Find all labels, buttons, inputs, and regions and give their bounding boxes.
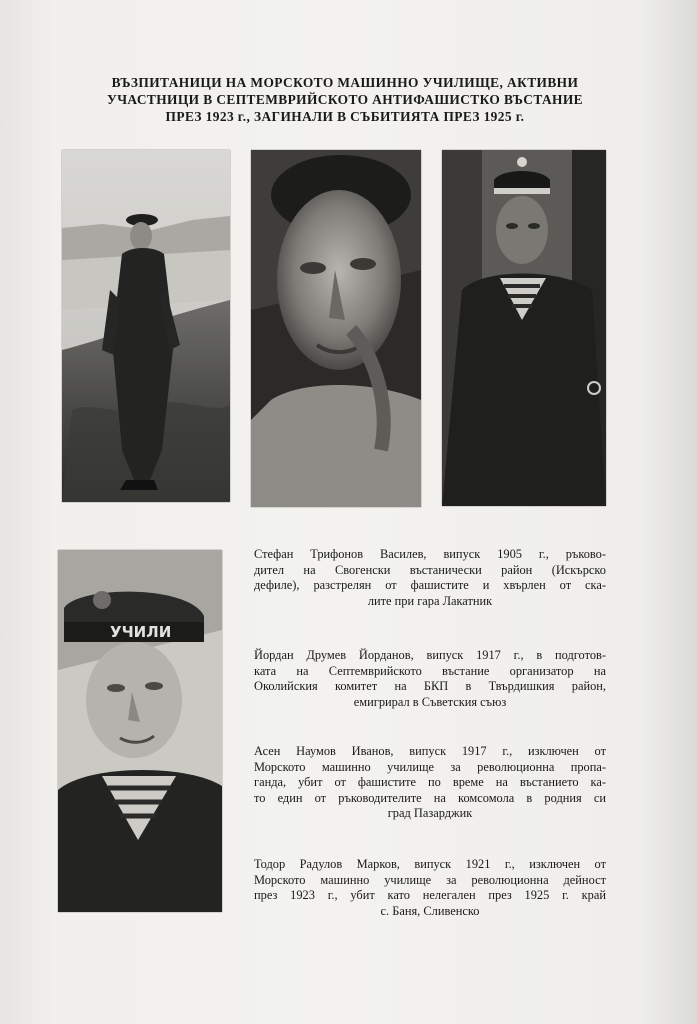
caption-line: Околийския комитет на БКП в Твърдишкия район,	[254, 679, 606, 693]
caption-yordan-yordanov	[254, 648, 606, 710]
caption-line: Асен Наумов Иванов, випуск 1917 г., изключен от	[254, 744, 606, 758]
caption-line: Морското машинно училище за революционна пропа-	[254, 759, 606, 774]
title-line-1: ВЪЗПИТАНИЦИ НА МОРСКОТО МАШИННО УЧИЛИЩЕ, АКТИВНИ	[111, 75, 579, 90]
caption-line: лите при гара Лакатник	[367, 593, 493, 608]
cap-band-text: УЧИЛИ	[110, 623, 172, 641]
photo-cadet-cap	[58, 550, 222, 912]
caption-line: Тодор Радулов Марков, випуск 1921 г., изключен от	[254, 857, 606, 871]
caption-line: емигрирал в Съветския съюз	[353, 694, 507, 709]
photo-cadet-cap-image	[58, 550, 222, 912]
caption-line: с. Баня, Сливенско	[380, 903, 480, 918]
caption-line: дител на Свогенски въстанически район (Искърско	[254, 562, 606, 577]
caption-line: Морското машинно училище за революционна дейност	[254, 872, 606, 887]
photo-sailor-uniform-image	[442, 150, 606, 506]
page-title	[60, 74, 630, 125]
caption-asen-ivanov	[254, 744, 606, 822]
caption-line: Стефан Трифонов Василев, випуск 1905 г., ръково-	[254, 547, 606, 561]
photo-sailor-uniform	[442, 150, 606, 506]
caption-stefan-vasilev	[254, 547, 606, 609]
title-line-2: УЧАСТНИЦИ В СЕПТЕМВРИЙСКОТО АНТИФАШИСТКО ВЪСТАНИЕ	[106, 92, 584, 107]
photo-sailor-standing	[62, 150, 230, 502]
photo-young-man	[251, 150, 421, 507]
photo-sailor-standing-image	[62, 150, 230, 502]
caption-line: то един от ръководителите на комсомола в родния си	[254, 790, 606, 805]
photo-young-man-image	[251, 150, 421, 507]
caption-line: град Пазарджик	[387, 806, 473, 820]
caption-line: през 1923 г., убит като нелегален през 1925 г. край	[254, 888, 606, 902]
title-line-3: ПРЕЗ 1923 г., ЗАГИНАЛИ В СЪБИТИЯТА ПРЕЗ 1925 г.	[165, 109, 525, 124]
caption-line: дефиле), разстрелян от фашистите и хвърлен от ска-	[254, 578, 606, 592]
caption-line: ганда, убит от фашистите по време на въстанието ка-	[254, 775, 606, 789]
caption-line: Йордан Друмев Йорданов, випуск 1917 г., в подготов-	[254, 648, 606, 662]
caption-line: ката на Септемврийското въстание организатор на	[254, 663, 606, 678]
caption-todor-markov	[254, 857, 606, 919]
